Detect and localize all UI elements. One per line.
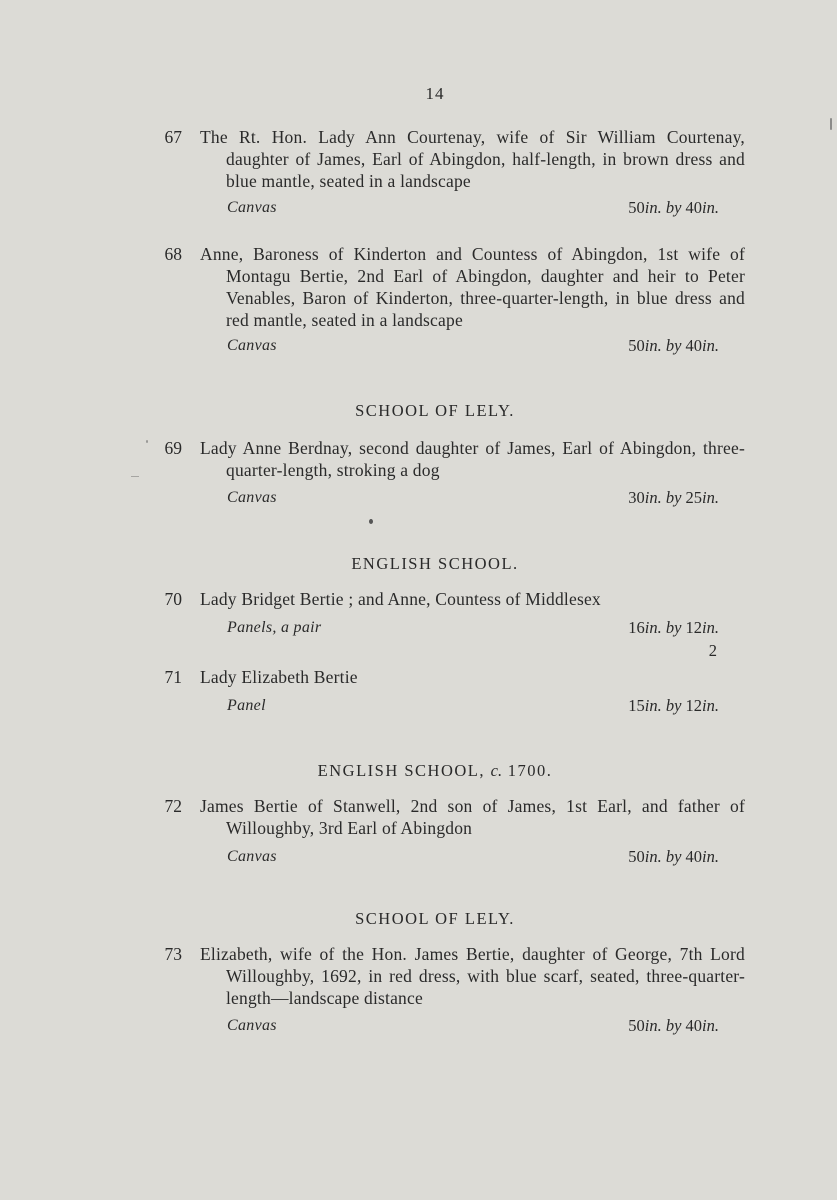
lot-description: Lady Anne Berdnay, second daughter of James, Earl of Abingdon, three-quarter-length, stroking a dog bbox=[200, 438, 745, 480]
dim-unit: in. bbox=[702, 696, 719, 715]
dim-unit: in. bbox=[702, 488, 719, 507]
lot-description: The Rt. Hon. Lady Ann Courtenay, wife of Sir William Courtenay, daughter of James, Earl of Abingdon, half-length, in brown dress and blue mantle, seated in a landscape bbox=[200, 127, 745, 191]
dim-by: by bbox=[665, 696, 682, 715]
lot-medium: Canvas bbox=[227, 848, 277, 865]
section-heading bbox=[0, 760, 837, 782]
dim-by: by bbox=[665, 336, 682, 355]
lot-dimensions bbox=[628, 335, 719, 357]
dim-unit: in. bbox=[644, 1016, 662, 1035]
dim-unit: in. bbox=[644, 696, 662, 715]
lot-count: 2 bbox=[708, 641, 717, 660]
lot-description: Anne, Baroness of Kinderton and Countess of Abingdon, 1st wife of Montagu Bertie, 2nd Earl of Abingdon, daughter and heir to Peter Venables, Baron of Kinderton, three-quarter-length, in blue dress and red mantle, seated in a landscape bbox=[200, 244, 745, 330]
dim-height: 12 bbox=[685, 696, 703, 715]
dim-width: 50 bbox=[628, 1016, 645, 1035]
dim-height: 40 bbox=[685, 198, 703, 217]
lot-description: Elizabeth, wife of the Hon. James Bertie, daughter of George, 7th Lord Willoughby, 1692, in red dress, with blue scarf, seated, three-quarter-length—landscape distance bbox=[200, 944, 745, 1008]
lot-medium: Canvas bbox=[227, 1017, 277, 1034]
dim-height: 12 bbox=[685, 618, 703, 637]
lot-number: 71 bbox=[164, 667, 182, 687]
lot-description: James Bertie of Stanwell, 2nd son of James, 1st Earl, and father of Willoughby, 3rd Earl of Abingdon bbox=[200, 796, 745, 838]
dim-unit: in. bbox=[702, 847, 719, 866]
dim-unit: in. bbox=[702, 336, 719, 355]
paper-speck bbox=[830, 118, 832, 130]
dim-unit: in. bbox=[644, 618, 662, 637]
lot-dimensions bbox=[628, 695, 719, 717]
lot-dimensions bbox=[628, 197, 719, 219]
lot-number: 67 bbox=[164, 127, 182, 147]
dim-unit: in. bbox=[644, 847, 662, 866]
dim-by: by bbox=[665, 488, 682, 507]
dim-height: 25 bbox=[685, 488, 703, 507]
dim-unit: in. bbox=[702, 1016, 719, 1035]
dim-height: 40 bbox=[685, 1016, 703, 1035]
section-heading: ENGLISH SCHOOL. bbox=[351, 554, 519, 573]
dim-height: 40 bbox=[685, 847, 703, 866]
dim-unit: in. bbox=[644, 488, 662, 507]
dim-unit: in. bbox=[644, 336, 662, 355]
section-heading: SCHOOL OF LELY. bbox=[355, 401, 515, 420]
heading-main: ENGLISH SCHOOL, bbox=[317, 761, 485, 780]
lot-medium: Panels, a pair bbox=[227, 619, 322, 636]
dim-width: 16 bbox=[628, 618, 645, 637]
lot-dimensions bbox=[628, 487, 719, 509]
heading-circa: c. bbox=[490, 761, 503, 780]
dim-unit: in. bbox=[702, 198, 719, 217]
dim-by: by bbox=[665, 847, 682, 866]
lot-medium: Canvas bbox=[227, 489, 277, 506]
dim-width: 50 bbox=[628, 847, 645, 866]
dim-height: 40 bbox=[685, 336, 703, 355]
dim-unit: in. bbox=[644, 198, 662, 217]
dim-width: 50 bbox=[628, 336, 645, 355]
lot-number: 70 bbox=[164, 589, 182, 609]
lot-medium: Canvas bbox=[227, 337, 277, 354]
dim-by: by bbox=[665, 198, 682, 217]
lot-description: Lady Elizabeth Bertie bbox=[200, 667, 358, 687]
dim-by: by bbox=[665, 1016, 682, 1035]
dim-by: by bbox=[665, 618, 682, 637]
lot-medium: Panel bbox=[227, 697, 266, 714]
dim-width: 15 bbox=[628, 696, 645, 715]
lot-dimensions bbox=[628, 617, 719, 639]
lot-medium: Canvas bbox=[227, 199, 277, 216]
lot-number: 73 bbox=[164, 944, 182, 964]
paper-speck bbox=[369, 519, 373, 524]
dim-unit: in. bbox=[702, 618, 719, 637]
lot-number: 68 bbox=[164, 244, 182, 264]
section-heading: SCHOOL OF LELY. bbox=[355, 909, 515, 928]
lot-dimensions bbox=[628, 846, 719, 868]
lot-dimensions bbox=[628, 1015, 719, 1037]
page-number: 14 bbox=[425, 84, 445, 103]
paper-speck bbox=[131, 476, 139, 477]
lot-number: 72 bbox=[164, 796, 182, 816]
heading-date: 1700. bbox=[507, 761, 553, 780]
lot-number: 69 bbox=[164, 438, 182, 458]
dim-width: 50 bbox=[628, 198, 645, 217]
lot-description: Lady Bridget Bertie ; and Anne, Countess of Middlesex bbox=[200, 589, 601, 609]
dim-width: 30 bbox=[628, 488, 645, 507]
paper-speck bbox=[146, 440, 148, 443]
